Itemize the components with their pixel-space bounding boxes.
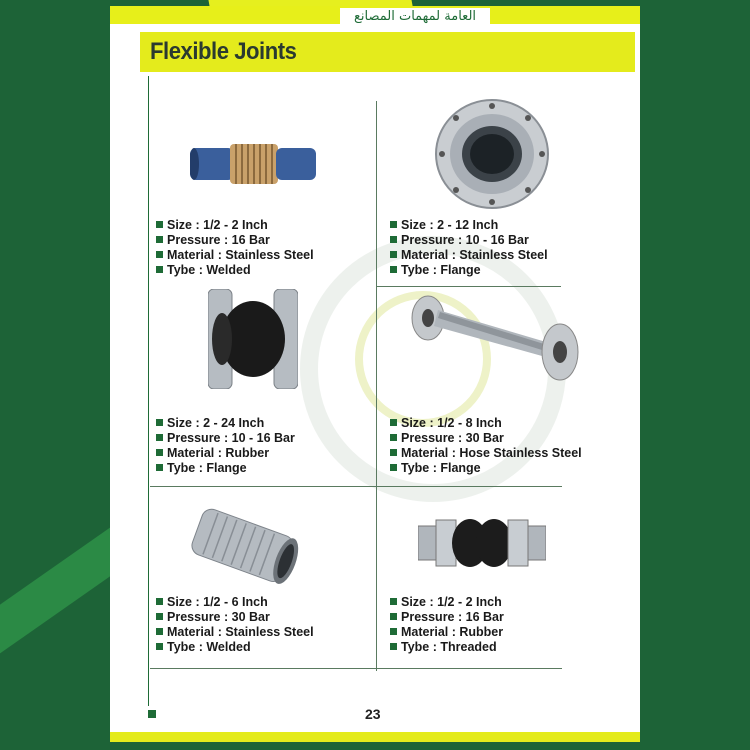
spec-block-6	[390, 595, 504, 655]
spec-line: Material : Stainless Steel	[156, 625, 314, 640]
vertical-divider	[376, 101, 377, 671]
page-title: Flexible Joints	[150, 38, 297, 65]
spec-block-5	[156, 595, 314, 655]
spec-line: Pressure : 16 Bar	[156, 233, 314, 248]
divider-row2	[150, 486, 562, 487]
spec-line: Size : 1/2 - 2 Inch	[390, 595, 504, 610]
spec-block-4	[390, 416, 582, 476]
product-image-flanged-bellows	[432, 98, 552, 210]
bottom-yellow-bar	[110, 732, 640, 742]
product-image-hose-joint	[410, 294, 580, 384]
left-rule	[148, 76, 149, 706]
product-image-welded-bellows	[190, 134, 320, 194]
arabic-company-name: العامة لمهمات المصانع	[340, 8, 490, 26]
spec-line: Tybe : Welded	[156, 263, 314, 278]
spec-line: Tybe : Threaded	[390, 640, 504, 655]
spec-block-2	[390, 218, 548, 278]
spec-block-1	[156, 218, 314, 278]
spec-line: Tybe : Flange	[390, 263, 548, 278]
spec-line: Size : 1/2 - 2 Inch	[156, 218, 314, 233]
spec-line: Pressure : 30 Bar	[390, 431, 582, 446]
catalog-page	[110, 6, 640, 742]
spec-line: Size : 2 - 12 Inch	[390, 218, 548, 233]
product-image-threaded-rubber	[418, 512, 546, 574]
spec-line: Material : Hose Stainless Steel	[390, 446, 582, 461]
spec-line: Pressure : 16 Bar	[390, 610, 504, 625]
spec-line: Pressure : 10 - 16 Bar	[156, 431, 295, 446]
spec-line: Material : Stainless Steel	[390, 248, 548, 263]
spec-block-3	[156, 416, 295, 476]
spec-line: Material : Rubber	[390, 625, 504, 640]
spec-line: Tybe : Flange	[156, 461, 295, 476]
spec-line: Pressure : 30 Bar	[156, 610, 314, 625]
spec-line: Pressure : 10 - 16 Bar	[390, 233, 548, 248]
product-image-flex-exhaust	[188, 506, 300, 588]
spec-line: Size : 1/2 - 6 Inch	[156, 595, 314, 610]
spec-line: Material : Stainless Steel	[156, 248, 314, 263]
product-image-rubber-flanged	[208, 289, 298, 389]
spec-line: Tybe : Welded	[156, 640, 314, 655]
divider-row1-right	[376, 286, 561, 287]
spec-line: Size : 1/2 - 8 Inch	[390, 416, 582, 431]
spec-line: Material : Rubber	[156, 446, 295, 461]
spec-line: Tybe : Flange	[390, 461, 582, 476]
page-number: 23	[365, 706, 381, 722]
divider-row3	[150, 668, 562, 669]
spec-line: Size : 2 - 24 Inch	[156, 416, 295, 431]
corner-marker	[148, 710, 156, 718]
